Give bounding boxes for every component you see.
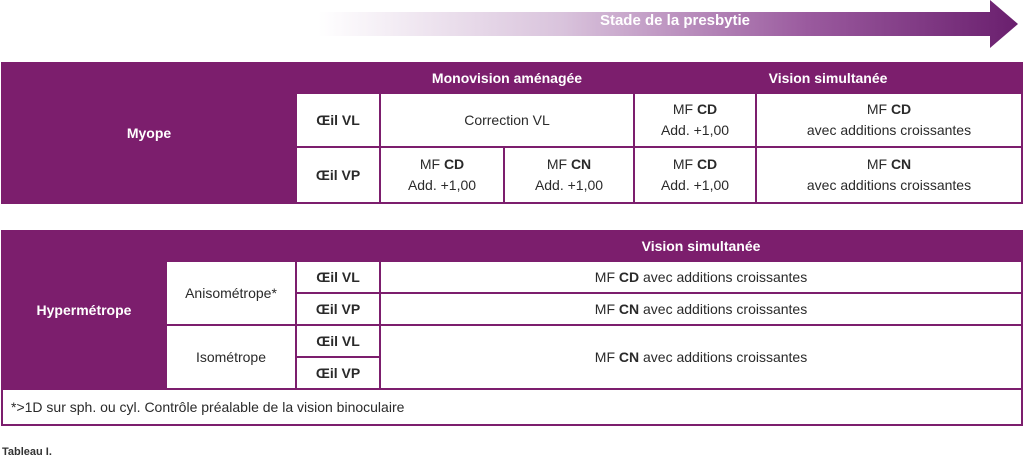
oeil-vl-label: Œil VL bbox=[296, 93, 380, 147]
oeil-vp-label: Œil VP bbox=[296, 147, 380, 203]
header-vision-simultanee: Vision simultanée bbox=[380, 231, 1022, 261]
mf-cd-add-cell: MF CD Add. +1,00 bbox=[380, 147, 504, 203]
mf-cd-croissantes-cell: MF CD avec additions croissantes bbox=[756, 93, 1022, 147]
empty-header-cell bbox=[166, 231, 296, 261]
correction-vl-cell: Correction VL bbox=[380, 93, 634, 147]
oeil-vp-label: Œil VP bbox=[296, 357, 380, 389]
anisometrope-label: Anisométrope* bbox=[166, 261, 296, 325]
mf-cd-croissantes-cell: MF CD avec additions croissantes bbox=[380, 261, 1022, 293]
empty-header-cell bbox=[296, 63, 380, 93]
myope-label: Myope bbox=[2, 63, 296, 203]
mf-cn-croissantes-cell: MF CN avec additions croissantes bbox=[756, 147, 1022, 203]
oeil-vl-label: Œil VL bbox=[296, 261, 380, 293]
footnote: *>1D sur sph. ou cyl. Contrôle préalable de la vision binoculaire bbox=[2, 389, 1022, 425]
hypermetrope-label: Hypermétrope bbox=[2, 231, 166, 389]
hypermetrope-table bbox=[1, 230, 1023, 426]
oeil-vl-label: Œil VL bbox=[296, 325, 380, 357]
empty-header-cell bbox=[296, 231, 380, 261]
mf-cd-add-cell: MF CD Add. +1,00 bbox=[634, 147, 756, 203]
myope-table bbox=[1, 62, 1023, 204]
table-caption: Tableau I. bbox=[2, 446, 52, 458]
arrow-label: Stade de la presbytie bbox=[599, 12, 751, 29]
mf-cd-add-cell: MF CD Add. +1,00 bbox=[634, 93, 756, 147]
mf-cn-add-cell: MF CN Add. +1,00 bbox=[504, 147, 634, 203]
mf-cn-croissantes-cell: MF CN avec additions croissantes bbox=[380, 293, 1022, 325]
oeil-vp-label: Œil VP bbox=[296, 293, 380, 325]
isometrope-label: Isométrope bbox=[166, 325, 296, 389]
header-vision-simultanee: Vision simultanée bbox=[634, 63, 1022, 93]
header-monovision: Monovision aménagée bbox=[380, 63, 634, 93]
mf-cn-croissantes-cell: MF CN avec additions croissantes bbox=[380, 325, 1022, 389]
